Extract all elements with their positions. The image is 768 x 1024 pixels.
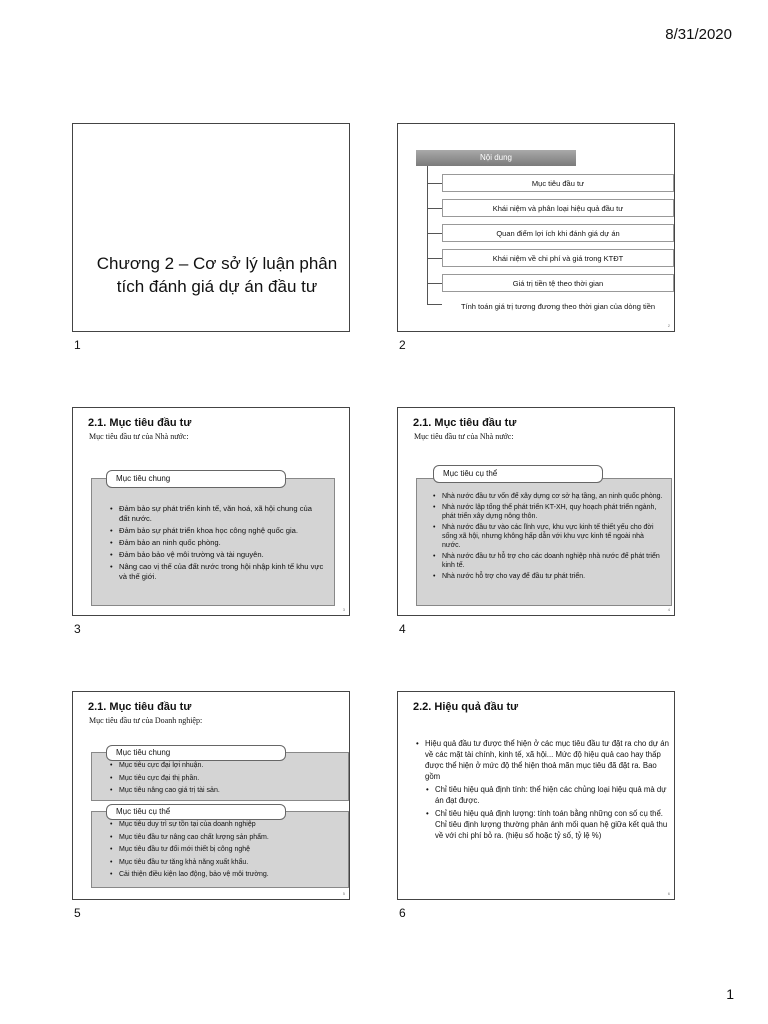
slide-title: 2.1. Mục tiêu đầu tư	[413, 417, 517, 429]
contents-item: Giá trị tiền tệ theo thời gian	[442, 274, 674, 292]
slide-subtitle: Mục tiêu đầu tư của Nhà nước:	[414, 432, 514, 441]
bullet-list	[433, 492, 663, 583]
slide-footer-number: 3	[342, 607, 345, 612]
tree-branch	[427, 208, 442, 209]
contents-heading: Nội dung	[416, 150, 576, 166]
bullet-item: • Nhà nước đầu tư vốn để xây dựng cơ sở hạ tầng, an ninh quốc phòng.	[433, 492, 663, 501]
bullet-item: • Mục tiêu duy trì sự tồn tại của doanh nghiệp	[110, 820, 340, 831]
slide-footer-number: 2	[667, 323, 670, 328]
bullet-item: • Đảm bảo bảo vệ môi trường và tài nguyên.	[110, 550, 324, 560]
box-label: Mục tiêu cụ thể	[106, 804, 286, 820]
box-label: Mục tiêu chung	[106, 470, 286, 488]
content-box	[91, 478, 335, 606]
bullet-item: • Nhà nước hỗ trợ cho vay để đầu tư phát triển.	[433, 572, 663, 581]
slide-number: 4	[399, 622, 406, 636]
content-box	[91, 811, 349, 888]
bullet-item: • Mục tiêu đầu tư tăng khả năng xuất khẩu.	[110, 858, 340, 869]
content-box	[416, 478, 672, 606]
bullet-item: • Cải thiện điều kiện lao động, bảo vệ môi trường.	[110, 870, 340, 881]
bullet-item: • Mục tiêu nâng cao giá trị tài sản.	[110, 786, 340, 797]
bullet-item: • Mục tiêu đầu tư đổi mới thiết bị công nghệ	[110, 845, 340, 856]
slide-thumbnail-6[interactable]	[397, 691, 675, 900]
slide-thumbnail-2[interactable]	[397, 123, 675, 332]
print-date: 8/31/2020	[665, 26, 732, 43]
bullet-list	[416, 738, 672, 843]
contents-item: Khái niệm và phân loại hiệu quả đầu tư	[442, 199, 674, 217]
tree-branch	[427, 183, 442, 184]
bullet-list	[110, 761, 340, 799]
slide-thumbnail-3[interactable]	[72, 407, 350, 616]
page-number: 1	[726, 986, 734, 1002]
slide-thumbnail-1[interactable]	[72, 123, 350, 332]
slide-title: Chương 2 – Cơ sở lý luận phân tích đánh giá dự án đầu tư	[96, 254, 338, 296]
bullet-item: • Đảm bảo an ninh quốc phòng.	[110, 538, 324, 548]
sub-bullet-item: • Chỉ tiêu hiệu quả định tính: thể hiện các chủng loại hiệu quả mà dự án đạt được.	[426, 784, 672, 806]
contents-item: Khái niệm về chi phí và giá trong KTĐT	[442, 249, 674, 267]
slide-thumbnail-5[interactable]	[72, 691, 350, 900]
slide-title: 2.1. Mục tiêu đầu tư	[88, 701, 192, 713]
bullet-item: • Nhà nước đầu tư hỗ trợ cho các doanh nghiệp nhà nước để phát triển kinh tế.	[433, 552, 663, 570]
tree-branch	[427, 283, 442, 284]
slide-title: 2.2. Hiệu quả đầu tư	[413, 701, 519, 713]
bullet-item: • Nâng cao vị thế của đất nước trong hội nhập kinh tế khu vực và thế giới.	[110, 562, 324, 582]
bullet-item: • Nhà nước đầu tư vào các lĩnh vực, khu vực kinh tế thiết yếu cho đời sống xã hội, nhưng không hấp dẫn với khu vực kinh tế ngoài nhà nước.	[433, 523, 663, 550]
slide-thumbnail-4[interactable]	[397, 407, 675, 616]
bullet-item: • Đảm bảo sự phát triển khoa học công nghệ quốc gia.	[110, 526, 324, 536]
bullet-item: • Mục tiêu đầu tư nâng cao chất lượng sản phẩm.	[110, 833, 340, 844]
slide-footer-number: 6	[667, 891, 670, 896]
bullet-item: • Mục tiêu cực đại thị phần.	[110, 774, 340, 785]
sub-bullet-item: • Chỉ tiêu hiệu quả định lượng: tính toán bằng những con số cụ thể. Chỉ tiêu định lượng thường phản ánh mối quan hệ giữa kết quả thu về với chi phí bỏ ra. (hiệu số hoặc tỷ số, tỷ lệ %)	[426, 808, 672, 841]
contents-item: Tính toán giá trị tương đương theo thời gian của dòng tiền	[442, 296, 674, 317]
tree-branch	[427, 304, 442, 305]
slide-footer-number: 5	[342, 891, 345, 896]
slide-title: 2.1. Mục tiêu đầu tư	[88, 417, 192, 429]
box-label: Mục tiêu chung	[106, 745, 286, 761]
bullet-item: • Mục tiêu cực đại lợi nhuận.	[110, 761, 340, 772]
slide-number: 3	[74, 622, 81, 636]
box-label: Mục tiêu cụ thể	[433, 465, 603, 483]
slide-number: 2	[399, 338, 406, 352]
contents-item: Quan điểm lợi ích khi đánh giá dự án	[442, 224, 674, 242]
slide-footer-number: 4	[667, 607, 670, 612]
bullet-item: • Hiệu quả đầu tư được thể hiện ở các mục tiêu đầu tư đặt ra cho dự án về các mặt tài chính, kinh tế, xã hội... Mức độ hiệu quả cao hay thấp được thể hiện ở mức độ thể hiện thoả mãn mục tiêu đã đặt ra. Bao gồm	[416, 738, 672, 782]
bullet-list	[110, 504, 324, 584]
bullet-item: • Nhà nước lập tổng thể phát triển KT-XH, quy hoạch phát triển ngành, phát triển xây dựng nông thôn.	[433, 503, 663, 521]
tree-branch	[427, 233, 442, 234]
slide-subtitle: Mục tiêu đầu tư của Nhà nước:	[89, 432, 189, 441]
slide-number: 5	[74, 906, 81, 920]
bullet-list	[110, 820, 340, 883]
tree-branch	[427, 258, 442, 259]
slide-subtitle: Mục tiêu đầu tư của Doanh nghiệp:	[89, 716, 203, 725]
bullet-item: • Đảm bảo sự phát triển kinh tế, văn hoá, xã hội chung của đất nước.	[110, 504, 324, 524]
slide-number: 6	[399, 906, 406, 920]
slide-number: 1	[74, 338, 81, 352]
contents-item: Mục tiêu đầu tư	[442, 174, 674, 192]
